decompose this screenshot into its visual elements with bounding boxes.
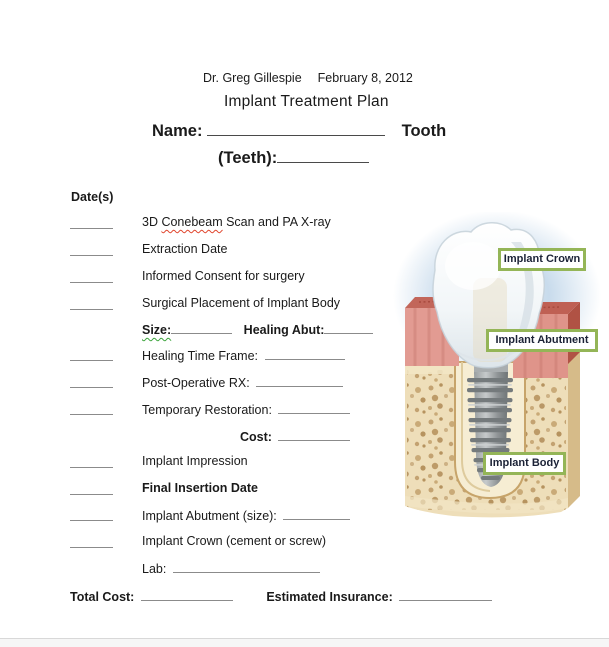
doc-date: February 8, 2012 — [317, 71, 413, 85]
date-blank-line — [70, 309, 113, 310]
row-text: Scan and PA X-ray — [222, 215, 331, 229]
size-blank-field — [171, 321, 232, 334]
name-blank-field — [207, 123, 385, 136]
row-impression: Implant Impression — [142, 454, 248, 468]
teeth-label: (Teeth): — [218, 149, 278, 167]
teeth-line — [218, 149, 369, 168]
date-blank-line — [70, 414, 113, 415]
date-blank-line — [70, 494, 113, 495]
implant-body-callout: Implant Body — [483, 452, 566, 475]
cost-label: Cost: — [240, 430, 272, 444]
row-post-op — [142, 374, 343, 391]
row-temp-restoration — [142, 401, 350, 418]
healing-abut-blank-field — [324, 321, 373, 334]
total-cost-blank-field — [141, 588, 233, 601]
name-label: Name: — [152, 122, 203, 140]
total-cost-label: Total Cost: — [70, 590, 135, 604]
post-op-blank-field — [256, 374, 343, 387]
row-extraction: Extraction Date — [142, 242, 228, 256]
abutment-size-blank-field — [283, 507, 350, 520]
estimated-insurance-label: Estimated Insurance: — [266, 590, 393, 604]
misspelled-word: Conebeam — [161, 215, 223, 229]
viewport-bottom-strip — [0, 638, 609, 647]
row-consent: Informed Consent for surgery — [142, 269, 305, 283]
row-totals — [70, 588, 492, 605]
dates-heading: Date(s) — [71, 190, 114, 204]
date-blank-line — [70, 255, 113, 256]
row-cost — [240, 428, 350, 445]
date-blank-line — [70, 282, 113, 283]
temp-restoration-blank-field — [278, 401, 350, 414]
row-surgical: Surgical Placement of Implant Body — [142, 296, 341, 310]
date-blank-line — [70, 520, 113, 521]
lab-blank-field — [173, 560, 320, 573]
cost-blank-field — [278, 428, 350, 441]
doc-title: Implant Treatment Plan — [224, 93, 389, 110]
row-size — [142, 321, 373, 338]
healing-abut-label: Healing Abut: — [243, 323, 325, 337]
implant-abutment-callout: Implant Abutment — [486, 329, 598, 352]
date-blank-line — [70, 228, 113, 229]
row-crown-cement: Implant Crown (cement or screw) — [142, 534, 327, 548]
estimated-insurance-blank-field — [399, 588, 492, 601]
row-final-insertion: Final Insertion Date — [142, 481, 258, 495]
doc-byline — [203, 71, 413, 85]
row-text: 3D — [142, 215, 162, 229]
tooth-label: Tooth — [401, 122, 447, 140]
healing-time-blank-field — [265, 347, 345, 360]
row-healing-time — [142, 347, 345, 364]
row-text: Post-Operative RX: — [142, 376, 250, 390]
date-blank-line — [70, 547, 113, 548]
row-text: Temporary Restoration: — [142, 403, 272, 417]
size-label: Size: — [142, 323, 172, 337]
teeth-blank-field — [277, 150, 369, 163]
row-abutment-size — [142, 507, 350, 524]
date-blank-line — [70, 360, 113, 361]
row-conebeam — [142, 215, 331, 230]
date-blank-line — [70, 387, 113, 388]
date-blank-line — [70, 467, 113, 468]
implant-crown-callout: Implant Crown — [498, 248, 586, 271]
name-line — [152, 122, 446, 141]
row-text: Implant Abutment (size): — [142, 509, 277, 523]
row-text: Healing Time Frame: — [142, 349, 259, 363]
row-lab — [142, 560, 320, 577]
lab-label: Lab: — [142, 562, 167, 576]
doctor-name: Dr. Greg Gillespie — [203, 71, 302, 85]
